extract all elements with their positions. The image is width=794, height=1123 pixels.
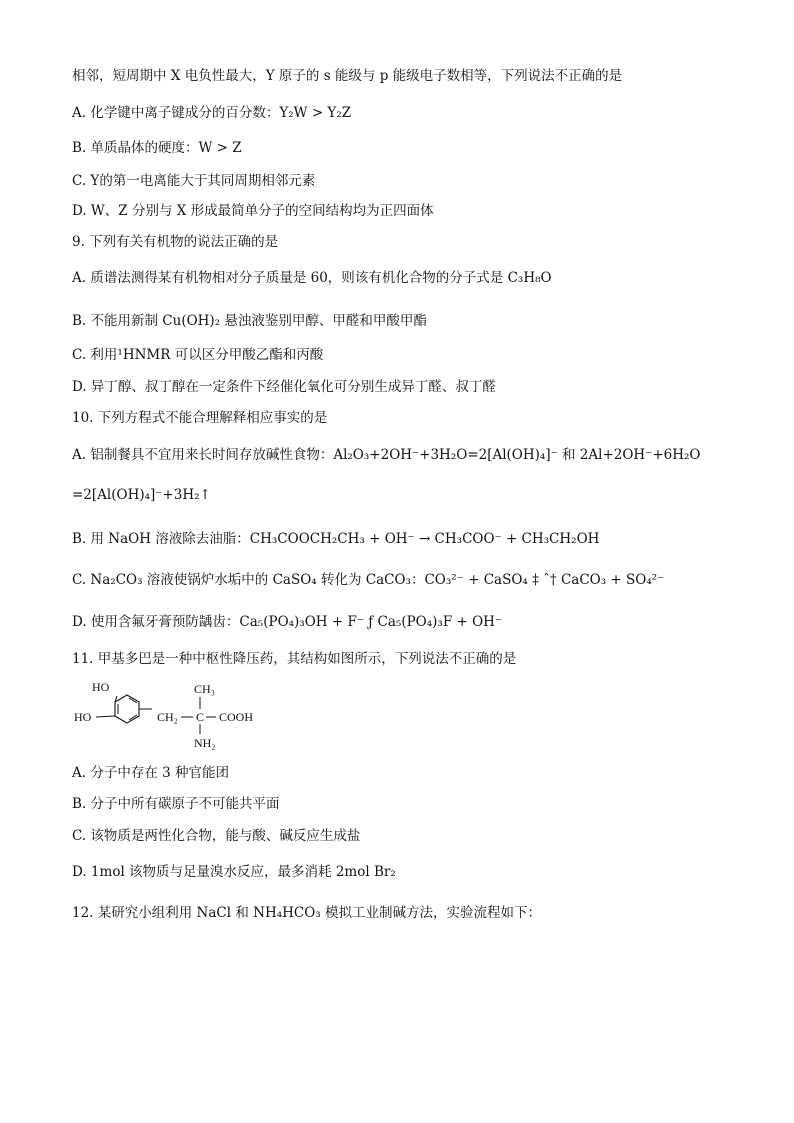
q12-stem: 12. 某研究小组利用 NaCl 和 NH₄HCO₃ 模拟工业制碱方法，实验流程如下： (72, 905, 542, 921)
ho-top-label: HO (92, 680, 110, 694)
q9-stem: 9. 下列有关有机物的说法正确的是 (72, 234, 279, 250)
q11-stem: 11. 甲基多巴是一种中枢性降压药，其结构如图所示，下列说法不正确的是 (72, 651, 517, 667)
cooh-label: COOH (219, 710, 254, 724)
benzene-ring (115, 695, 139, 723)
q8-option-c: C. Y的第一电离能大于其同周期相邻元素 (72, 173, 316, 189)
q11-option-a: A. 分子中存在 3 种官能团 (72, 765, 230, 781)
methyldopa-structure (70, 676, 280, 758)
q11-option-c: C. 该物质是两性化合物，能与酸、碱反应生成盐 (72, 828, 361, 844)
q9-option-d: D. 异丁醇、叔丁醇在一定条件下经催化氧化可分别生成异丁醛、叔丁醛 (72, 379, 496, 395)
q10-stem: 10. 下列方程式不能合理解释相应事实的是 (72, 410, 328, 426)
q9-option-c: C. 利用¹HNMR 可以区分甲酸乙酯和丙酸 (72, 347, 324, 363)
ch3-label: CH₃ (194, 682, 215, 696)
q10-option-b: B. 用 NaOH 溶液除去油脂：CH₃COOCH₂CH₃ + OH⁻ → CH₃COO⁻ + CH₃CH₂OH (72, 531, 600, 547)
q8-option-b: B. 单质晶体的硬度：W > Z (72, 140, 242, 156)
q9-option-a: A. 质谱法测得某有机物相对分子质量是 60，则该有机化合物的分子式是 C₃H₈O (72, 270, 552, 286)
q10-option-a: A. 铝制餐具不宜用来长时间存放碱性食物：Al₂O₃+2OH⁻+3H₂O=2[Al(OH)₄]⁻ 和 2Al+2OH⁻+6H₂O (72, 447, 701, 463)
q10-option-d: D. 使用含氟牙膏预防龋齿：Ca₅(PO₄)₃OH + F⁻ ƒ Ca₅(PO₄)₃F + OH⁻ (72, 614, 503, 630)
q8-stem-continuation: 相邻，短周期中 X 电负性最大，Y 原子的 s 能级与 p 能级电子数相等，下列说法不正确的是 (72, 68, 623, 84)
q9-option-b: B. 不能用新制 Cu(OH)₂ 悬浊液鉴别甲醇、甲醛和甲酸甲酯 (72, 313, 427, 329)
q8-option-d: D. W、Z 分别与 X 形成最简单分子的空间结构均为正四面体 (72, 203, 434, 219)
nh2-label: NH₂ (194, 736, 216, 750)
ch2-label: CH₂ (157, 710, 178, 724)
q11-option-d: D. 1mol 该物质与足量溴水反应，最多消耗 2mol Br₂ (72, 864, 396, 880)
q8-option-a: A. 化学键中离子键成分的百分数：Y₂W > Y₂Z (72, 105, 352, 121)
q10-option-a-cont: =2[Al(OH)₄]⁻+3H₂↑ (72, 487, 211, 503)
q11-option-b: B. 分子中所有碳原子不可能共平面 (72, 796, 280, 812)
c-label: C (196, 710, 205, 724)
q10-option-c: C. Na₂CO₃ 溶液使锅炉水垢中的 CaSO₄ 转化为 CaCO₃：CO₃²⁻ + CaSO₄ ‡ ˆ† CaCO₃ + SO₄²⁻ (72, 572, 665, 588)
ho-left-label: HO (74, 710, 92, 724)
